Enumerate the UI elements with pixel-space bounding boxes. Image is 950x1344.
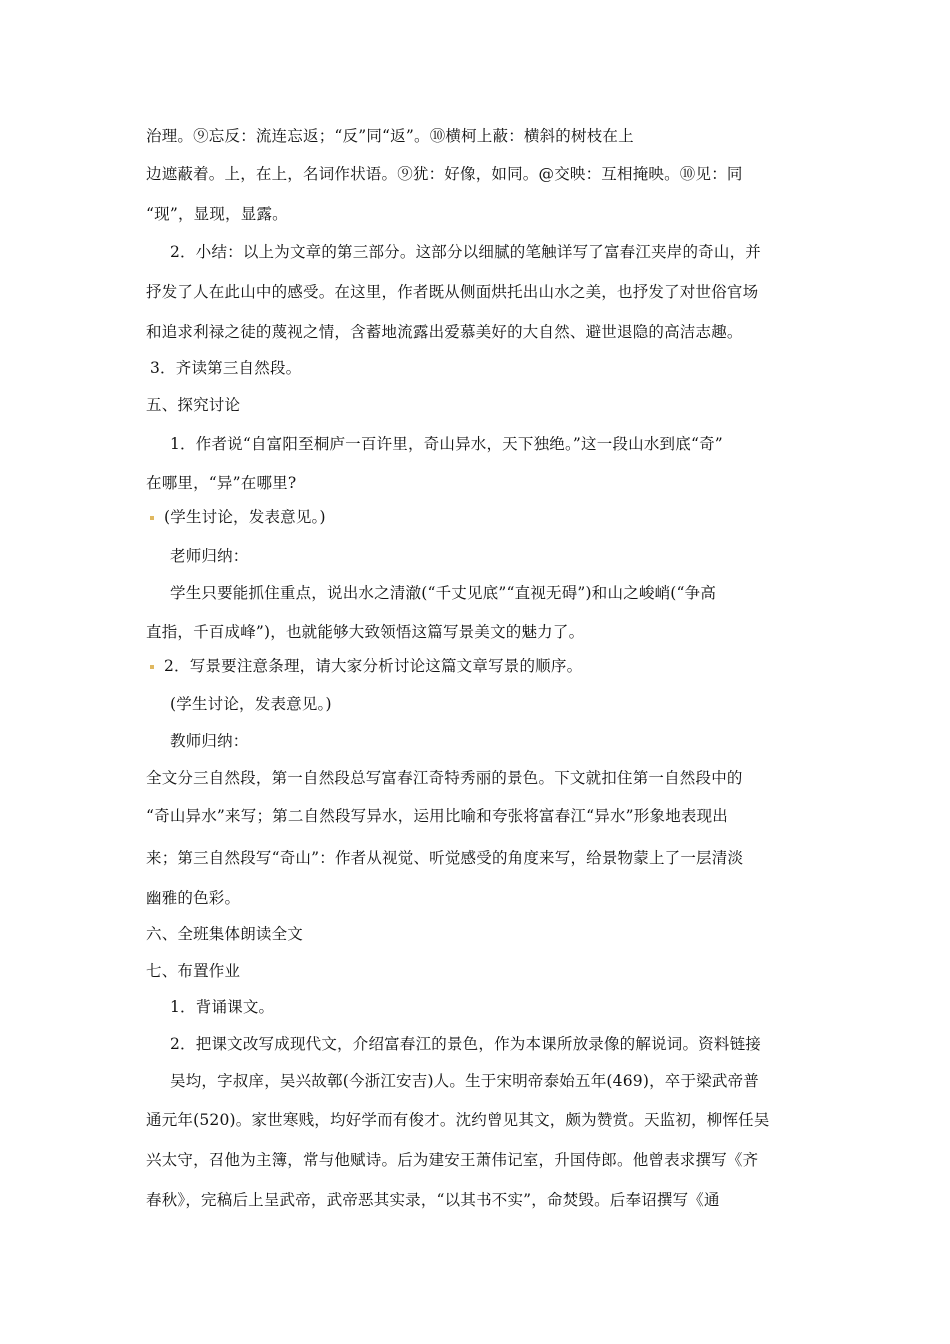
text-line: 老师归纳：: [170, 547, 249, 565]
text-line: (学生讨论，发表意见。): [170, 695, 332, 713]
section-heading: 七、布置作业: [146, 962, 241, 980]
text-line: 直指，千百成峰”)，也就能够大致领悟这篇写景美文的魅力了。: [146, 623, 585, 641]
text-line: 1．背诵课文。: [170, 998, 275, 1016]
section-heading: 五、探究讨论: [146, 396, 241, 414]
bullet-mark: [150, 516, 154, 520]
section-heading: 六、全班集体朗读全文: [146, 925, 304, 943]
text-line: 2．写景要注意条理，请大家分析讨论这篇文章写景的顺序。: [164, 657, 583, 675]
text-line: 通元年(520)。家世寒贱，均好学而有俊才。沈约曾见其文，颇为赞赏。天监初，柳恽任吴: [146, 1111, 770, 1129]
text-line: 来；第三自然段写“奇山”：作者从视觉、听觉感受的角度来写，给景物蒙上了一层清淡: [146, 849, 744, 867]
text-line: 治理。⑨忘反：流连忘返；“反”同“返”。⑩横柯上蔽：横斜的树枝在上: [146, 127, 634, 145]
text-line: 春秋》，完稿后上呈武帝，武帝恶其实录，“以其书不实”，命焚毁。后奉诏撰写《通: [146, 1191, 720, 1209]
text-line: 1．作者说“自富阳至桐庐一百许里，奇山异水，天下独绝。”这一段山水到底“奇”: [170, 435, 723, 453]
text-line: 和追求利禄之徒的蔑视之情，含蓄地流露出爱慕美好的大自然、避世退隐的高洁志趣。: [146, 323, 743, 341]
text-line: “奇山异水”来写；第二自然段写异水，运用比喻和夸张将富春江“异水”形象地表现出: [146, 807, 728, 825]
text-line: 全文分三自然段，第一自然段总写富春江奇特秀丽的景色。下文就扣住第一自然段中的: [146, 769, 743, 787]
text-line: 幽雅的色彩。: [146, 889, 241, 907]
text-line: (学生讨论，发表意见。): [164, 508, 326, 526]
text-line: 抒发了人在此山中的感受。在这里，作者既从侧面烘托出山水之美，也抒发了对世俗官场: [146, 283, 759, 301]
text-line: 3．齐读第三自然段。: [150, 359, 302, 377]
bullet-mark: [150, 665, 154, 669]
text-line: 2．小结：以上为文章的第三部分。这部分以细腻的笔触详写了富春江夹岸的奇山，并: [170, 243, 761, 261]
text-line: 教师归纳：: [170, 732, 249, 750]
text-line: 吴均，字叔庠，吴兴故鄣(今浙江安吉)人。生于宋明帝泰始五年(469)，卒于梁武帝普: [170, 1072, 759, 1090]
text-line: 兴太守，召他为主簿，常与他赋诗。后为建安王萧伟记室，升国侍郎。他曾表求撰写《齐: [146, 1151, 759, 1169]
text-line: 在哪里，“异”在哪里?: [146, 474, 297, 492]
text-line: 2．把课文改写成现代文，介绍富春江的景色，作为本课所放录像的解说词。资料链接: [170, 1035, 761, 1053]
text-line: 学生只要能抓住重点，说出水之清澈(“千丈见底”“直视无碍”)和山之峻峭(“争高: [170, 584, 717, 602]
text-line: “现”，显现，显露。: [146, 205, 288, 223]
text-line: 边遮蔽着。上，在上，名词作状语。⑨犹：好像，如同。@交映：互相掩映。⑩见：同: [146, 165, 743, 183]
